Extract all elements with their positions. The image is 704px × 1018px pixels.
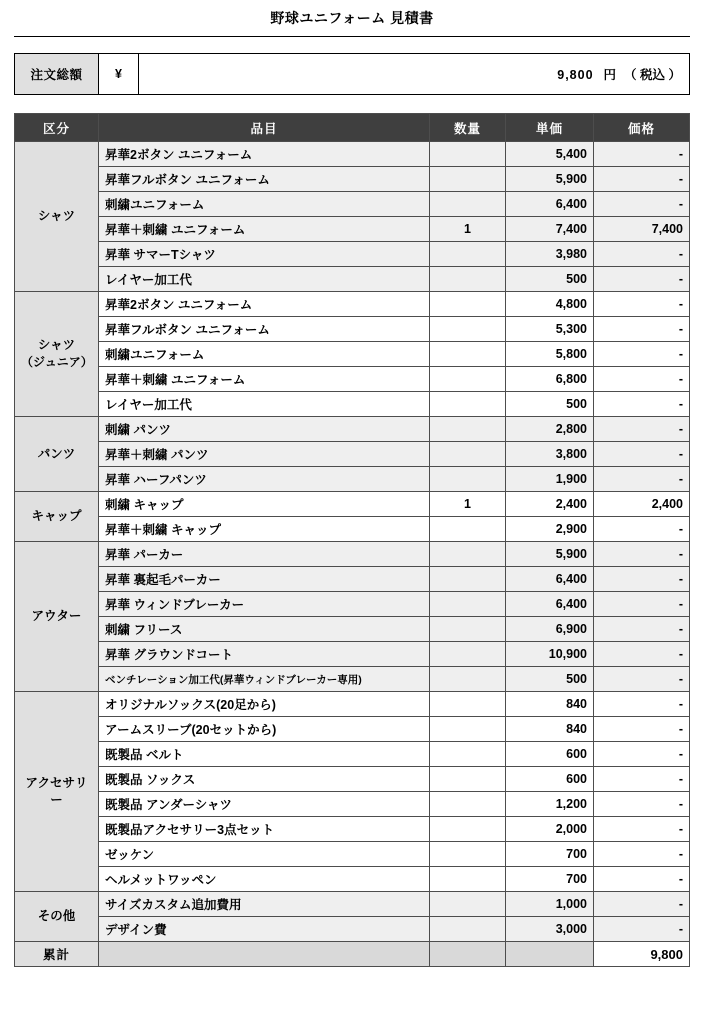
item-name: 昇華 ハーフパンツ — [99, 467, 430, 492]
item-quantity — [430, 642, 506, 667]
row-group-label — [15, 292, 99, 417]
item-quantity — [430, 717, 506, 742]
item-quantity — [430, 442, 506, 467]
items-total-blank-qty — [430, 942, 506, 967]
item-unit-price: 840 — [506, 692, 594, 717]
table-row — [15, 242, 690, 267]
item-name: 刺繍 パンツ — [99, 417, 430, 442]
item-name: 昇華 パーカー — [99, 542, 430, 567]
item-amount: - — [594, 792, 690, 817]
column-header-suryo: 数量 — [430, 114, 506, 142]
item-unit-price: 2,400 — [506, 492, 594, 517]
item-unit-price: 5,400 — [506, 142, 594, 167]
item-name: 昇華2ボタン ユニフォーム — [99, 292, 430, 317]
item-name: 刺繍 フリース — [99, 617, 430, 642]
row-group-label-main: キャップ — [31, 509, 82, 524]
item-unit-price: 6,900 — [506, 617, 594, 642]
item-amount: - — [594, 417, 690, 442]
table-row — [15, 867, 690, 892]
item-name: 刺繍 キャップ — [99, 492, 430, 517]
table-row — [15, 817, 690, 842]
item-unit-price: 840 — [506, 717, 594, 742]
item-unit-price: 2,800 — [506, 417, 594, 442]
items-section — [14, 113, 690, 967]
row-group-label — [15, 892, 99, 942]
row-group-label-main: アクセサリー — [25, 775, 88, 807]
table-row — [15, 667, 690, 692]
item-unit-price: 500 — [506, 267, 594, 292]
item-unit-price: 2,000 — [506, 817, 594, 842]
item-amount: - — [594, 392, 690, 417]
table-row — [15, 417, 690, 442]
item-unit-price: 500 — [506, 392, 594, 417]
item-unit-price: 5,800 — [506, 342, 594, 367]
order-total-table — [14, 53, 690, 95]
table-row — [15, 367, 690, 392]
item-name: アームスリーブ(20セットから) — [99, 717, 430, 742]
item-amount: - — [594, 867, 690, 892]
item-name: 昇華 サマーTシャツ — [99, 242, 430, 267]
column-header-tanka: 単価 — [506, 114, 594, 142]
item-name: レイヤー加工代 — [99, 392, 430, 417]
table-row — [15, 267, 690, 292]
item-quantity — [430, 817, 506, 842]
table-row — [15, 492, 690, 517]
item-unit-price: 1,200 — [506, 792, 594, 817]
table-row — [15, 692, 690, 717]
table-row — [15, 192, 690, 217]
item-name: 既製品 ソックス — [99, 767, 430, 792]
row-group-label-sub: （ジュニア） — [21, 355, 93, 370]
item-name: ヘルメットワッペン — [99, 867, 430, 892]
item-quantity — [430, 742, 506, 767]
item-quantity — [430, 242, 506, 267]
table-row — [15, 592, 690, 617]
table-row — [15, 892, 690, 917]
item-quantity — [430, 317, 506, 342]
item-unit-price: 6,400 — [506, 192, 594, 217]
column-header-kubun: 区分 — [15, 114, 99, 142]
item-amount: - — [594, 817, 690, 842]
item-amount: - — [594, 292, 690, 317]
item-unit-price: 5,900 — [506, 542, 594, 567]
item-unit-price: 1,000 — [506, 892, 594, 917]
item-quantity — [430, 167, 506, 192]
item-quantity — [430, 667, 506, 692]
item-unit-price: 3,000 — [506, 917, 594, 942]
items-table-header-row — [15, 114, 690, 142]
item-unit-price: 7,400 — [506, 217, 594, 242]
item-unit-price: 6,400 — [506, 592, 594, 617]
item-quantity: 1 — [430, 217, 506, 242]
item-name: 既製品アクセサリー3点セット — [99, 817, 430, 842]
row-group-label-main: パンツ — [37, 446, 76, 461]
table-row — [15, 142, 690, 167]
item-name: サイズカスタム追加費用 — [99, 892, 430, 917]
item-name: 既製品 アンダーシャツ — [99, 792, 430, 817]
table-row — [15, 217, 690, 242]
table-row — [15, 342, 690, 367]
item-name: 昇華 ウィンドブレーカー — [99, 592, 430, 617]
table-row — [15, 642, 690, 667]
table-row — [15, 792, 690, 817]
item-name: 昇華＋刺繍 ユニフォーム — [99, 217, 430, 242]
item-unit-price: 600 — [506, 742, 594, 767]
order-total-tax-note: （ 税込 ） — [624, 68, 681, 82]
order-total-amount: 9,800 — [557, 68, 594, 82]
item-quantity — [430, 917, 506, 942]
item-quantity — [430, 392, 506, 417]
item-amount: - — [594, 567, 690, 592]
item-amount: - — [594, 617, 690, 642]
item-name: ベンチレーション加工代(昇華ウィンドブレーカー専用) — [99, 667, 430, 692]
item-name: デザイン費 — [99, 917, 430, 942]
item-name: 昇華＋刺繍 ユニフォーム — [99, 367, 430, 392]
item-name: 刺繍ユニフォーム — [99, 342, 430, 367]
item-name: 昇華 グラウンドコート — [99, 642, 430, 667]
item-amount: - — [594, 692, 690, 717]
item-name: 既製品 ベルト — [99, 742, 430, 767]
item-name: レイヤー加工代 — [99, 267, 430, 292]
item-name: 昇華2ボタン ユニフォーム — [99, 142, 430, 167]
item-amount: - — [594, 892, 690, 917]
item-unit-price: 500 — [506, 667, 594, 692]
item-quantity — [430, 867, 506, 892]
table-row — [15, 742, 690, 767]
items-total-blank-price — [506, 942, 594, 967]
item-name: 昇華＋刺繍 パンツ — [99, 442, 430, 467]
table-row — [15, 542, 690, 567]
item-unit-price: 2,900 — [506, 517, 594, 542]
item-unit-price: 1,900 — [506, 467, 594, 492]
item-amount: - — [594, 917, 690, 942]
item-amount: - — [594, 192, 690, 217]
row-group-label — [15, 692, 99, 892]
item-name: オリジナルソックス(20足から) — [99, 692, 430, 717]
item-unit-price: 700 — [506, 867, 594, 892]
item-amount: - — [594, 742, 690, 767]
item-amount: 7,400 — [594, 217, 690, 242]
table-row — [15, 292, 690, 317]
item-unit-price: 5,900 — [506, 167, 594, 192]
row-group-label-main: シャツ — [37, 338, 76, 353]
item-amount: - — [594, 842, 690, 867]
item-quantity — [430, 592, 506, 617]
table-row — [15, 392, 690, 417]
row-group-label — [15, 417, 99, 492]
row-group-label — [15, 542, 99, 692]
item-quantity — [430, 767, 506, 792]
item-amount: - — [594, 717, 690, 742]
item-unit-price: 5,300 — [506, 317, 594, 342]
item-name: 昇華フルボタン ユニフォーム — [99, 317, 430, 342]
row-group-label — [15, 142, 99, 292]
item-unit-price: 3,800 — [506, 442, 594, 467]
item-amount: - — [594, 467, 690, 492]
item-quantity: 1 — [430, 492, 506, 517]
item-amount: - — [594, 317, 690, 342]
item-amount: - — [594, 592, 690, 617]
order-total-label: 注文総額 — [15, 54, 99, 95]
item-quantity — [430, 542, 506, 567]
table-row — [15, 442, 690, 467]
item-amount: - — [594, 542, 690, 567]
item-amount: 2,400 — [594, 492, 690, 517]
table-row — [15, 842, 690, 867]
column-header-hinmoku: 品目 — [99, 114, 430, 142]
table-row — [15, 717, 690, 742]
item-amount: - — [594, 367, 690, 392]
item-quantity — [430, 792, 506, 817]
currency-symbol: ¥ — [99, 54, 139, 95]
item-quantity — [430, 142, 506, 167]
item-unit-price: 4,800 — [506, 292, 594, 317]
item-quantity — [430, 267, 506, 292]
item-name: 昇華＋刺繍 キャップ — [99, 517, 430, 542]
table-row — [15, 617, 690, 642]
item-amount: - — [594, 142, 690, 167]
item-quantity — [430, 692, 506, 717]
item-quantity — [430, 842, 506, 867]
item-quantity — [430, 292, 506, 317]
items-total-amount: 9,800 — [594, 942, 690, 967]
order-total-row — [15, 54, 690, 95]
item-unit-price: 6,800 — [506, 367, 594, 392]
item-quantity — [430, 892, 506, 917]
items-total-label: 累計 — [15, 942, 99, 967]
item-unit-price: 700 — [506, 842, 594, 867]
item-quantity — [430, 342, 506, 367]
table-row — [15, 467, 690, 492]
order-total-unit: 円 — [603, 68, 617, 82]
item-quantity — [430, 192, 506, 217]
page-title: 野球ユニフォーム 見積書 — [270, 10, 434, 26]
table-row — [15, 917, 690, 942]
item-amount: - — [594, 267, 690, 292]
items-table — [14, 113, 690, 967]
item-quantity — [430, 417, 506, 442]
table-row — [15, 517, 690, 542]
item-name: 刺繍ユニフォーム — [99, 192, 430, 217]
item-amount: - — [594, 642, 690, 667]
item-unit-price: 10,900 — [506, 642, 594, 667]
items-total-blank-name — [99, 942, 430, 967]
item-quantity — [430, 367, 506, 392]
table-row — [15, 167, 690, 192]
title-divider — [14, 36, 690, 37]
item-amount: - — [594, 667, 690, 692]
item-amount: - — [594, 242, 690, 267]
item-amount: - — [594, 767, 690, 792]
item-name: ゼッケン — [99, 842, 430, 867]
row-group-label-main: シャツ — [37, 209, 76, 224]
item-quantity — [430, 567, 506, 592]
item-amount: - — [594, 342, 690, 367]
order-total-value-cell — [139, 54, 690, 95]
item-unit-price: 6,400 — [506, 567, 594, 592]
items-total-row — [15, 942, 690, 967]
item-amount: - — [594, 517, 690, 542]
item-name: 昇華フルボタン ユニフォーム — [99, 167, 430, 192]
table-row — [15, 767, 690, 792]
table-row — [15, 567, 690, 592]
item-unit-price: 3,980 — [506, 242, 594, 267]
item-quantity — [430, 467, 506, 492]
item-quantity — [430, 617, 506, 642]
order-total-section — [14, 53, 690, 95]
item-amount: - — [594, 442, 690, 467]
column-header-kakaku: 価格 — [594, 114, 690, 142]
item-name: 昇華 裏起毛パーカー — [99, 567, 430, 592]
item-amount: - — [594, 167, 690, 192]
item-quantity — [430, 517, 506, 542]
row-group-label-main: その他 — [37, 909, 76, 924]
table-row — [15, 317, 690, 342]
row-group-label-main: アウター — [31, 609, 82, 624]
row-group-label — [15, 492, 99, 542]
item-unit-price: 600 — [506, 767, 594, 792]
